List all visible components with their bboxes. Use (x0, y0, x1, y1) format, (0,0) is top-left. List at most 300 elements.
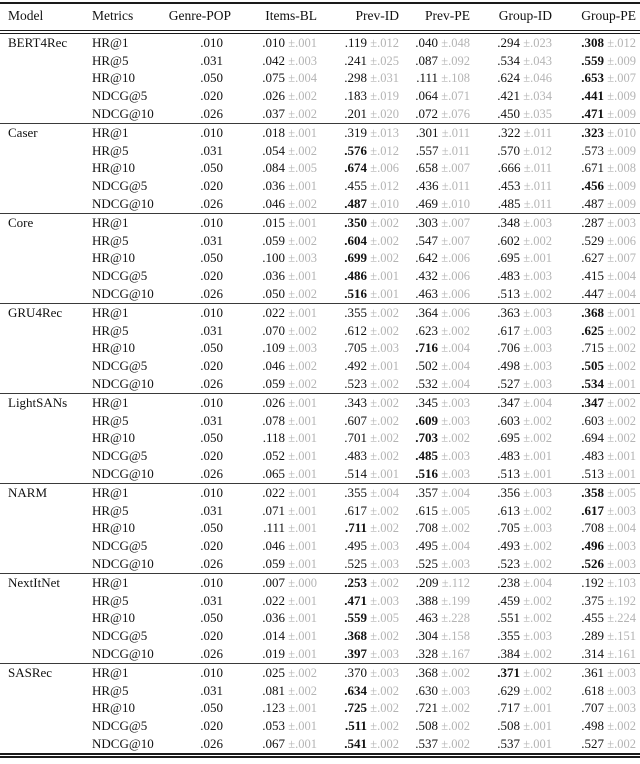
result-stddev: ±.011 (523, 179, 552, 194)
model-group (0, 213, 640, 303)
model-name: BERT4Rec (8, 35, 68, 50)
result-stddev: ±.006 (441, 305, 470, 320)
genre-pop-value: .031 (200, 52, 223, 68)
table-row (0, 447, 640, 465)
result-stddev: ±.009 (607, 197, 636, 212)
result-value: .322 (497, 124, 521, 140)
result-value: .609 (415, 412, 438, 428)
result-cell (235, 250, 321, 268)
result-cell (556, 717, 640, 735)
result-cell (556, 447, 640, 465)
result-value: .557 (415, 142, 439, 158)
result-stddev: ±.003 (370, 557, 399, 571)
result-stddev: ±.012 (607, 35, 636, 50)
result-cell (556, 267, 640, 285)
genre-pop-value: .050 (200, 340, 223, 356)
result-cell (556, 232, 640, 250)
result-value: .010 (262, 34, 285, 50)
result-stddev: ±.002 (523, 287, 552, 302)
result-cell (474, 717, 556, 735)
result-stddev: ±.002 (607, 413, 636, 428)
result-cell (556, 250, 640, 268)
table-row (0, 250, 640, 268)
result-value: .111 (416, 70, 438, 86)
result-value: .570 (497, 142, 520, 158)
table-row (0, 682, 640, 700)
result-stddev: ±.020 (370, 107, 399, 122)
result-stddev: ±.002 (370, 449, 399, 464)
result-stddev: ±.002 (523, 413, 552, 428)
result-value: .617 (497, 322, 520, 338)
result-cell (321, 195, 403, 213)
table-row (0, 610, 640, 628)
result-stddev: ±.002 (370, 233, 399, 248)
model-name: SASRec (8, 664, 53, 680)
result-stddev: ±.048 (441, 35, 470, 50)
result-value: .111 (263, 520, 285, 536)
result-cell (474, 573, 556, 591)
result-value: .253 (344, 574, 367, 590)
result-stddev: ±.002 (370, 215, 399, 230)
result-stddev: ±.003 (441, 467, 470, 482)
result-value: .498 (497, 358, 520, 374)
result-value: .347 (497, 394, 520, 410)
result-value: .513 (581, 466, 604, 482)
result-stddev: ±.199 (441, 593, 470, 608)
result-stddev: ±.003 (523, 269, 552, 284)
genre-pop-value: .026 (200, 735, 223, 751)
result-value: .015 (262, 214, 285, 230)
table-row (0, 393, 640, 411)
result-cell (403, 340, 474, 358)
result-cell (403, 32, 474, 52)
result-value: .634 (344, 682, 367, 698)
result-stddev: ±.009 (607, 179, 636, 194)
model-group (0, 123, 640, 213)
result-cell (321, 123, 403, 141)
result-stddev: ±.011 (441, 125, 470, 140)
result-stddev: ±.002 (288, 287, 317, 302)
genre-pop-value: .010 (200, 304, 223, 320)
result-cell (556, 303, 640, 321)
result-stddev: ±.008 (607, 161, 636, 176)
result-cell (556, 357, 640, 375)
result-value: .483 (497, 268, 520, 284)
result-value: .347 (581, 394, 604, 410)
result-cell (235, 555, 321, 573)
result-cell (403, 123, 474, 141)
result-value: .666 (497, 160, 521, 176)
result-value: .348 (497, 214, 520, 230)
genre-pop-value: .031 (200, 682, 223, 698)
result-value: .541 (344, 735, 367, 751)
result-cell (556, 195, 640, 213)
result-cell (556, 393, 640, 411)
result-cell (321, 70, 403, 88)
metric-label: NDCG@5 (92, 88, 148, 104)
result-stddev: ±.009 (607, 89, 636, 104)
result-cell (235, 142, 321, 160)
model-group (0, 573, 640, 663)
result-value: .483 (497, 448, 520, 464)
result-stddev: ±.011 (523, 125, 552, 140)
result-cell (474, 555, 556, 573)
table-row (0, 465, 640, 483)
result-stddev: ±.158 (441, 629, 470, 644)
metric-label: HR@10 (92, 250, 136, 266)
result-stddev: ±.001 (288, 305, 317, 320)
result-value: .653 (581, 70, 604, 86)
result-stddev: ±.002 (370, 521, 399, 536)
genre-pop-value: .050 (200, 70, 223, 86)
result-stddev: ±.004 (607, 269, 636, 284)
header-row (0, 3, 640, 32)
result-stddev: ±.001 (288, 521, 317, 536)
result-value: .384 (497, 645, 520, 661)
result-value: .084 (262, 160, 285, 176)
result-value: .368 (415, 664, 438, 680)
result-cell (321, 682, 403, 700)
result-value: .493 (497, 538, 520, 554)
result-value: .072 (415, 106, 438, 122)
table-row (0, 105, 640, 123)
result-cell (321, 717, 403, 735)
genre-pop-value: .031 (200, 412, 223, 428)
result-cell (556, 735, 640, 755)
result-stddev: ±.001 (523, 449, 552, 464)
result-cell (235, 213, 321, 231)
result-stddev: ±.002 (523, 611, 552, 626)
result-cell (321, 483, 403, 501)
result-value: .050 (262, 286, 285, 302)
result-stddev: ±.001 (288, 646, 317, 661)
table-row (0, 177, 640, 195)
result-cell (474, 142, 556, 160)
result-stddev: ±.002 (370, 575, 399, 590)
result-cell (321, 213, 403, 231)
result-value: .495 (344, 538, 367, 554)
result-stddev: ±.001 (607, 377, 636, 392)
result-cell (403, 502, 474, 520)
result-stddev: ±.001 (288, 719, 317, 734)
result-stddev: ±.003 (607, 557, 636, 571)
result-stddev: ±.001 (288, 269, 317, 284)
result-value: .487 (344, 196, 367, 212)
result-value: .671 (581, 160, 604, 176)
genre-pop-value: .026 (200, 645, 223, 661)
result-value: .046 (262, 538, 285, 554)
result-value: .119 (344, 34, 367, 50)
column-header-group-pe: Group-PE (556, 3, 640, 32)
result-stddev: ±.002 (441, 665, 470, 680)
result-stddev: ±.001 (523, 701, 552, 716)
table-row (0, 412, 640, 430)
result-stddev: ±.003 (607, 215, 636, 230)
result-cell (556, 592, 640, 610)
result-cell (321, 285, 403, 303)
result-value: .026 (262, 88, 285, 104)
model-group (0, 483, 640, 573)
result-cell (474, 195, 556, 213)
result-value: .607 (344, 412, 367, 428)
result-cell (556, 322, 640, 340)
result-cell (235, 375, 321, 393)
result-value: .046 (262, 196, 285, 212)
metric-label: HR@1 (92, 124, 129, 140)
result-value: .018 (262, 124, 285, 140)
result-value: .078 (262, 412, 285, 428)
result-stddev: ±.002 (607, 323, 636, 338)
result-cell (321, 520, 403, 538)
result-value: .612 (344, 322, 367, 338)
result-stddev: ±.004 (288, 71, 317, 86)
result-stddev: ±.002 (523, 539, 552, 554)
result-cell (403, 627, 474, 645)
result-value: .036 (262, 610, 285, 626)
genre-pop-value: .020 (200, 88, 223, 104)
result-value: .725 (344, 700, 367, 716)
result-stddev: ±.002 (370, 431, 399, 446)
result-stddev: ±.001 (370, 359, 399, 374)
result-cell (403, 735, 474, 755)
genre-pop-value: .010 (200, 664, 223, 680)
result-value: .238 (497, 574, 520, 590)
result-cell (474, 340, 556, 358)
result-stddev: ±.003 (370, 539, 399, 554)
result-stddev: ±.003 (523, 341, 552, 356)
result-cell (474, 447, 556, 465)
genre-pop-value: .010 (200, 394, 223, 410)
result-value: .025 (262, 664, 285, 680)
result-stddev: ±.002 (523, 646, 552, 661)
result-stddev: ±.002 (370, 251, 399, 266)
result-cell (403, 573, 474, 591)
result-value: .469 (415, 196, 438, 212)
result-value: .040 (415, 34, 438, 50)
result-cell (556, 177, 640, 195)
result-cell (556, 645, 640, 663)
result-cell (321, 663, 403, 681)
genre-pop-value: .050 (200, 700, 223, 716)
table-header (0, 3, 640, 32)
result-value: .036 (262, 178, 285, 194)
result-cell (235, 537, 321, 555)
result-stddev: ±.003 (607, 665, 636, 680)
column-header-prev-pe: Prev-PE (403, 3, 474, 32)
result-value: .304 (415, 628, 438, 644)
result-cell (235, 573, 321, 591)
model-name: NARM (8, 484, 48, 500)
result-cell (474, 32, 556, 52)
metric-label: HR@5 (92, 592, 129, 608)
result-stddev: ±.001 (288, 35, 317, 50)
table-row (0, 340, 640, 358)
table-row (0, 87, 640, 105)
genre-pop-value: .050 (200, 250, 223, 266)
result-value: .627 (581, 250, 604, 266)
result-stddev: ±.034 (523, 89, 552, 104)
result-stddev: ±.001 (288, 395, 317, 410)
result-value: .483 (344, 448, 367, 464)
result-value: .463 (415, 610, 438, 626)
result-cell (403, 699, 474, 717)
result-stddev: ±.002 (370, 719, 399, 734)
result-cell (235, 447, 321, 465)
result-stddev: ±.001 (288, 593, 317, 608)
result-stddev: ±.001 (523, 467, 552, 482)
result-stddev: ±.003 (441, 557, 470, 571)
result-stddev: ±.002 (288, 197, 317, 212)
result-cell (403, 105, 474, 123)
result-value: .453 (497, 178, 521, 194)
result-value: .455 (344, 178, 367, 194)
metric-label: NDCG@10 (92, 286, 154, 302)
result-value: .717 (497, 700, 520, 716)
result-cell (403, 555, 474, 573)
result-cell (321, 555, 403, 573)
result-stddev: ±.003 (441, 413, 470, 428)
genre-pop-value: .050 (200, 610, 223, 626)
result-stddev: ±.076 (441, 107, 470, 122)
result-stddev: ±.092 (441, 53, 470, 68)
result-cell (321, 232, 403, 250)
metric-label: NDCG@5 (92, 358, 148, 374)
result-cell (474, 177, 556, 195)
table-row (0, 573, 640, 591)
result-stddev: ±.012 (523, 143, 552, 158)
result-cell (235, 393, 321, 411)
genre-pop-value: .050 (200, 430, 223, 446)
result-value: .705 (344, 340, 367, 356)
result-stddev: ±.009 (607, 53, 636, 68)
result-value: .319 (344, 124, 367, 140)
result-value: .613 (497, 502, 520, 518)
result-cell (556, 123, 640, 141)
result-value: .532 (415, 376, 438, 392)
result-cell (403, 393, 474, 411)
genre-pop-value: .010 (200, 214, 223, 230)
result-cell (474, 699, 556, 717)
table-row (0, 627, 640, 645)
result-stddev: ±.001 (288, 503, 317, 518)
result-cell (556, 375, 640, 393)
result-cell (321, 303, 403, 321)
result-stddev: ±.001 (288, 467, 317, 482)
result-cell (556, 663, 640, 681)
result-cell (235, 502, 321, 520)
result-cell (403, 465, 474, 483)
result-stddev: ±.001 (607, 449, 636, 464)
result-stddev: ±.002 (370, 413, 399, 428)
result-value: .701 (344, 430, 367, 446)
column-header-genre-pop: Genre-POP (160, 3, 235, 32)
genre-pop-value: .020 (200, 538, 223, 554)
result-value: .019 (262, 645, 285, 661)
result-value: .526 (581, 556, 604, 571)
result-stddev: ±.003 (441, 683, 470, 698)
result-stddev: ±.002 (441, 323, 470, 338)
result-value: .617 (581, 502, 604, 518)
metric-label: HR@1 (92, 664, 129, 680)
result-stddev: ±.224 (607, 611, 636, 626)
result-stddev: ±.002 (523, 665, 552, 680)
result-cell (474, 412, 556, 430)
result-stddev: ±.012 (370, 143, 399, 158)
column-header-prev-id: Prev-ID (321, 3, 403, 32)
table-row (0, 70, 640, 88)
result-stddev: ±.006 (370, 161, 399, 176)
genre-pop-value: .050 (200, 160, 223, 176)
result-value: .059 (262, 556, 285, 571)
result-stddev: ±.003 (607, 701, 636, 716)
result-cell (235, 52, 321, 70)
result-cell (474, 357, 556, 375)
genre-pop-value: .031 (200, 322, 223, 338)
model-name: Caser (8, 124, 38, 140)
result-stddev: ±.002 (523, 431, 552, 446)
result-value: .355 (344, 484, 367, 500)
table-row (0, 645, 640, 663)
result-cell (556, 483, 640, 501)
result-value: .513 (497, 466, 520, 482)
result-value: .618 (581, 682, 604, 698)
table-row (0, 430, 640, 448)
result-cell (556, 610, 640, 628)
result-value: .617 (344, 502, 367, 518)
result-cell (403, 592, 474, 610)
result-value: .529 (581, 232, 604, 248)
result-stddev: ±.007 (441, 233, 470, 248)
result-cell (235, 592, 321, 610)
result-cell (474, 322, 556, 340)
result-cell (556, 87, 640, 105)
result-cell (235, 520, 321, 538)
result-stddev: ±.001 (288, 449, 317, 464)
result-cell (556, 213, 640, 231)
result-stddev: ±.003 (523, 323, 552, 338)
model-group (0, 663, 640, 755)
table-row (0, 52, 640, 70)
results-table (0, 2, 640, 758)
result-stddev: ±.002 (370, 683, 399, 698)
result-value: .368 (581, 304, 604, 320)
genre-pop-value: .031 (200, 142, 223, 158)
result-value: .064 (415, 88, 438, 104)
result-value: .537 (415, 735, 438, 751)
result-stddev: ±.006 (441, 287, 470, 302)
result-value: .492 (344, 358, 367, 374)
result-cell (235, 357, 321, 375)
result-value: .053 (262, 718, 285, 734)
result-cell (321, 105, 403, 123)
result-stddev: ±.012 (370, 35, 399, 50)
result-cell (403, 483, 474, 501)
result-value: .715 (581, 340, 604, 356)
result-cell (403, 717, 474, 735)
result-stddev: ±.002 (288, 665, 317, 680)
result-cell (556, 70, 640, 88)
table-row (0, 357, 640, 375)
result-value: .071 (262, 502, 285, 518)
result-value: .547 (415, 232, 438, 248)
result-stddev: ±.035 (523, 107, 552, 122)
result-stddev: ±.010 (607, 125, 636, 140)
genre-pop-value: .026 (200, 466, 223, 482)
result-stddev: ±.151 (607, 629, 636, 644)
result-value: .508 (415, 718, 438, 734)
result-value: .716 (415, 340, 438, 356)
result-value: .534 (497, 52, 520, 68)
